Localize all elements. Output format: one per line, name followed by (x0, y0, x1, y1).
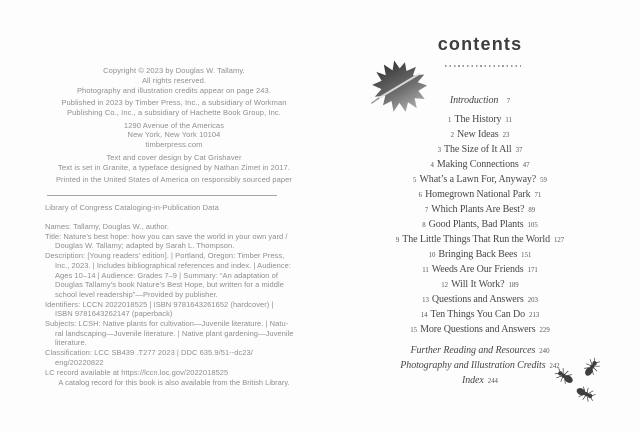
chapter-title: Ten Things You Can Do (430, 309, 526, 320)
chapter-number: 11 (422, 267, 429, 274)
colophon-line: Photography and illustration credits appear on page 243. (76, 85, 272, 95)
colophon-line: timberpress.com (145, 140, 203, 150)
colophon-line: Publishing Co., Inc., a subsidiary of Hachette Book Group, Inc. (67, 108, 281, 118)
chapter-page: 89 (528, 207, 536, 214)
loc-block (45, 222, 313, 377)
toc-entry (330, 260, 630, 275)
colophon-line: Text and cover design by Cat Grishaver (106, 152, 242, 162)
chapter-title: Homegrown National Park (425, 189, 531, 200)
colophon-line: 1290 Avenue of the Americas (123, 120, 225, 130)
loc-heading: Library of Congress Cataloging-in-Publication Data (45, 203, 219, 212)
colophon-block (24, 153, 324, 173)
chapter-page: 47 (522, 162, 530, 169)
section-divider (47, 195, 277, 196)
loc-line: Description: [Young readers’ edition]. | Portland, Oregon: Timber Press, (45, 251, 285, 261)
chapter-page: 37 (515, 147, 523, 154)
back-matter-page: 240 (539, 348, 550, 355)
toc-entry (330, 185, 630, 200)
toc-entry (330, 305, 630, 320)
toc-entry (330, 290, 630, 305)
loc-line: Names: Tallamy, Douglas W., author. (45, 222, 170, 231)
chapter-title: Making Connections (436, 159, 519, 170)
loc-line: Identifiers: LCCN 2022018525 | ISBN 9781643261652 (hardcover) | (45, 299, 274, 309)
chapter-number: 14 (420, 312, 428, 319)
colophon-line: Text is set in Granite, a typeface designed by Nathan Zimet in 2017. (58, 162, 290, 172)
toc-entry (330, 140, 630, 155)
loc-line: literature. (55, 338, 87, 348)
colophon-block (24, 175, 324, 185)
chapter-number: 13 (422, 297, 429, 304)
chapter-title: New Ideas (457, 129, 499, 140)
chapter-number: 3 (437, 147, 441, 154)
loc-line: ral landscaping—Juvenile literature. | Native plant gardening—Juvenile (55, 328, 294, 338)
back-matter-page: 244 (487, 378, 498, 385)
loc-line: Douglas Tallamy’s book Nature’s Best Hope, but written for a middle (55, 280, 284, 290)
chapter-number: 1 (448, 117, 452, 124)
loc-line: Subjects: LCSH: Native plants for cultivation—Juvenile literature. | Natu- (45, 319, 289, 329)
chapter-number: 9 (395, 237, 400, 244)
chapter-page: 11 (505, 117, 512, 124)
colophon-line: New York, New York 10104 (127, 130, 221, 140)
loc-line: Douglas W. Tallamy; adapted by Sarah L. Thompson. (55, 241, 235, 251)
toc-entry (330, 275, 630, 290)
colophon (24, 66, 324, 187)
back-matter-title: Further Reading and Resources (410, 345, 536, 356)
chapter-page: 71 (534, 192, 542, 199)
loc-line: school level readership”—Provided by publisher. (55, 289, 218, 299)
chapter-page: 171 (527, 267, 538, 274)
chapter-number: 12 (441, 282, 449, 289)
chapter-title: More Questions and Answers (420, 324, 536, 335)
toc-entry (330, 230, 630, 245)
toc-intro-page: 7 (506, 98, 511, 105)
chapter-page: 59 (540, 177, 547, 184)
chapter-number: 10 (428, 252, 436, 259)
chapter-title: Which Plants Are Best? (431, 204, 525, 215)
chapter-page: 213 (529, 312, 540, 319)
loc-line: eng/20220822 (55, 357, 104, 367)
loc-line: Ages 10–14 | Audience: Grades 7–9 | Summary: “An adaptation of (55, 270, 278, 280)
back-matter-title: Photography and Illustration Credits (400, 360, 546, 371)
toc-list (330, 110, 630, 335)
catalog-note: A catalog record for this book is also available from the British Library. (58, 378, 290, 387)
chapter-page: 151 (521, 252, 532, 259)
chapter-title: Will It Work? (451, 279, 505, 290)
chapter-page: 23 (502, 132, 510, 139)
chapter-title: The History (454, 114, 502, 125)
chapter-number: 2 (450, 132, 454, 139)
toc-entry (330, 200, 630, 215)
chapter-number: 7 (424, 207, 429, 214)
chapter-title: Bringing Back Bees (438, 249, 518, 260)
chapter-number: 5 (413, 177, 417, 184)
chapter-title: The Little Things That Run the World (402, 234, 550, 245)
toc-entry (330, 125, 630, 140)
chapter-page: 189 (508, 282, 519, 289)
chapter-title: What’s a Lawn For, Anyway? (419, 174, 537, 185)
toc-entry (330, 170, 630, 185)
chapter-number: 15 (410, 327, 418, 334)
toc-entry (330, 155, 630, 170)
chapter-number: 6 (418, 192, 423, 199)
toc-entry (330, 245, 630, 260)
chapter-title: The Size of It All (443, 144, 512, 155)
chapter-page: 127 (554, 237, 565, 244)
toc-entry (330, 215, 630, 230)
toc-intro (330, 90, 630, 108)
chapter-page: 203 (527, 297, 538, 304)
chapter-page: 229 (539, 327, 550, 334)
ants-icon (549, 354, 610, 410)
colophon-line: Published in 2023 by Timber Press, Inc., a subsidiary of Workman (61, 98, 287, 108)
colophon-line: Printed in the United States of America on responsibly sourced paper (55, 175, 293, 185)
chapter-number: 4 (430, 162, 434, 169)
colophon-line: All rights reserved. (141, 75, 207, 85)
chapter-page: 105 (527, 222, 538, 229)
colophon-line: Copyright © 2023 by Douglas W. Tallamy. (103, 66, 245, 75)
dotted-rule (445, 65, 521, 67)
loc-line: LC record available at https://lccn.loc.gov/2022018525 (45, 367, 229, 377)
toc-entry (330, 320, 630, 335)
colophon-block (24, 66, 324, 96)
loc-line: Inc., 2023. | Includes bibliographical references and index. | Audience: (55, 260, 291, 270)
loc-line: ISBN 9781643262147 (paperback) (55, 309, 173, 319)
colophon-block (24, 121, 324, 151)
chapter-title: Good Plants, Bad Plants (428, 219, 524, 230)
back-matter-page: 242 (549, 363, 560, 370)
colophon-block (24, 98, 324, 118)
chapter-title: Questions and Answers (431, 294, 524, 305)
chapter-title: Weeds Are Our Friends (431, 264, 524, 275)
back-matter-title: Index (462, 375, 484, 386)
toc-entry (330, 110, 630, 125)
loc-line: Title: Nature’s best hope: how you can save the world in your own yard / (45, 231, 288, 241)
toc-intro-title: Introduction (449, 95, 499, 106)
loc-line: Classification: LCC SB439 .T277 2023 | DDC 635.9/51--dc23/ (45, 348, 253, 358)
chapter-number: 8 (422, 222, 426, 229)
contents-title: contents (437, 34, 523, 54)
